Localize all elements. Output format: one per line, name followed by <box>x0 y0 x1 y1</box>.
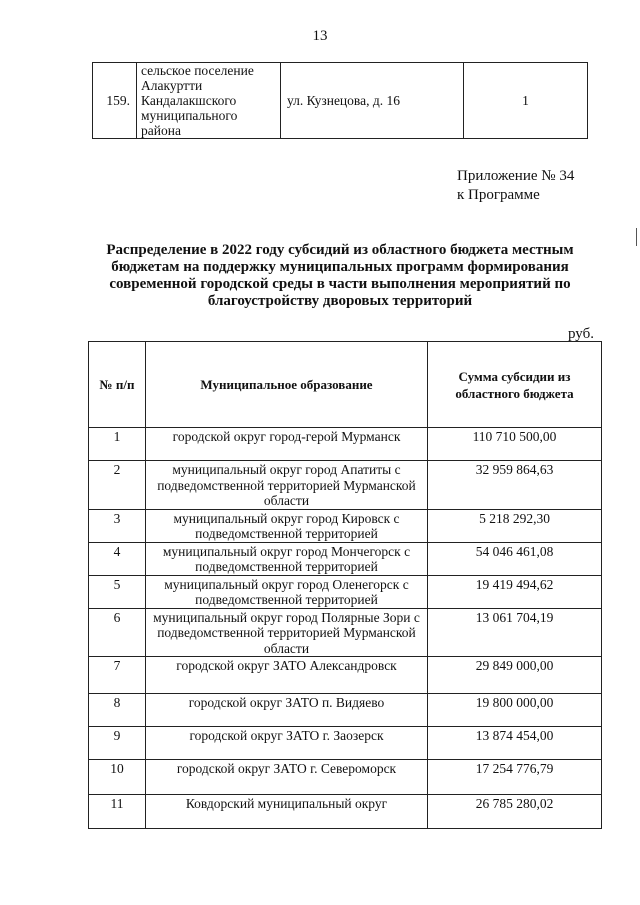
table-row <box>89 575 602 608</box>
header-municipality: Муниципальное образование <box>146 342 428 428</box>
subsidy-amount: 54 046 461,08 <box>428 542 602 575</box>
header-num: № п/п <box>89 342 146 428</box>
table-row <box>89 694 602 727</box>
table-row <box>89 657 602 694</box>
row-number: 4 <box>89 542 146 575</box>
table-header-row <box>89 342 602 428</box>
table-row <box>89 727 602 760</box>
subsidy-amount: 29 849 000,00 <box>428 657 602 694</box>
scan-mark <box>636 228 637 246</box>
table-row <box>93 63 588 139</box>
table-row <box>89 795 602 829</box>
subsidy-amount: 13 874 454,00 <box>428 727 602 760</box>
municipality-name: муниципальный округ город Мончегорск с подведомственной территорией <box>146 542 428 575</box>
subsidy-amount: 19 419 494,62 <box>428 575 602 608</box>
row-number: 7 <box>89 657 146 694</box>
subsidy-amount: 110 710 500,00 <box>428 428 602 461</box>
address: ул. Кузнецова, д. 16 <box>281 63 464 139</box>
page-number: 13 <box>312 28 328 44</box>
appendix-line-2: к Программе <box>457 187 540 203</box>
subsidy-amount: 13 061 704,19 <box>428 608 602 657</box>
municipality-name: Ковдорский муниципальный округ <box>146 795 428 829</box>
row-number: 11 <box>89 795 146 829</box>
table-row <box>89 542 602 575</box>
row-number: 8 <box>89 694 146 727</box>
table-row <box>89 428 602 461</box>
continuation-table <box>92 62 588 139</box>
municipality-name: муниципальный округ город Полярные Зори с подведомственной территорией Мурманской области <box>146 608 428 657</box>
municipality-name: городской округ ЗАТО г. Североморск <box>146 760 428 795</box>
row-number: 1 <box>89 428 146 461</box>
table-row <box>89 461 602 510</box>
row-number: 10 <box>89 760 146 795</box>
row-number: 6 <box>89 608 146 657</box>
row-number: 5 <box>89 575 146 608</box>
currency-unit: руб. <box>568 326 594 342</box>
row-number: 9 <box>89 727 146 760</box>
subsidy-amount: 26 785 280,02 <box>428 795 602 829</box>
municipality-name: муниципальный округ город Кировск с подведомственной территорией <box>146 509 428 542</box>
table-row <box>89 509 602 542</box>
municipality-name: городской округ ЗАТО г. Заозерск <box>146 727 428 760</box>
municipality-name: муниципальный округ город Апатиты с подведомственной территорией Мурманской области <box>146 461 428 510</box>
header-sum: Сумма субсидии из областного бюджета <box>428 342 602 428</box>
table-row <box>89 608 602 657</box>
subsidy-amount: 32 959 864,63 <box>428 461 602 510</box>
table-row <box>89 760 602 795</box>
municipality-name: сельское поселение Алакуртти Кандалакшского муниципального района <box>137 63 281 139</box>
appendix-line-1: Приложение № 34 <box>457 168 575 184</box>
document-title: Распределение в 2022 году субсидий из областного бюджета местным бюджетам на поддержку муниципальных программ формирования современной городской среды в части выполнения мероприятий по благоустройству дворовых территорий <box>106 242 574 309</box>
municipality-name: городской округ ЗАТО Александровск <box>146 657 428 694</box>
municipality-name: муниципальный округ город Оленегорск с подведомственной территорией <box>146 575 428 608</box>
subsidy-amount: 17 254 776,79 <box>428 760 602 795</box>
row-number: 159. <box>93 63 137 139</box>
municipality-name: городской округ город-герой Мурманск <box>146 428 428 461</box>
row-number: 3 <box>89 509 146 542</box>
appendix-label <box>457 167 574 205</box>
row-number: 2 <box>89 461 146 510</box>
municipality-name: городской округ ЗАТО п. Видяево <box>146 694 428 727</box>
count: 1 <box>464 63 588 139</box>
subsidy-amount: 19 800 000,00 <box>428 694 602 727</box>
subsidy-table <box>88 341 602 829</box>
subsidy-amount: 5 218 292,30 <box>428 509 602 542</box>
